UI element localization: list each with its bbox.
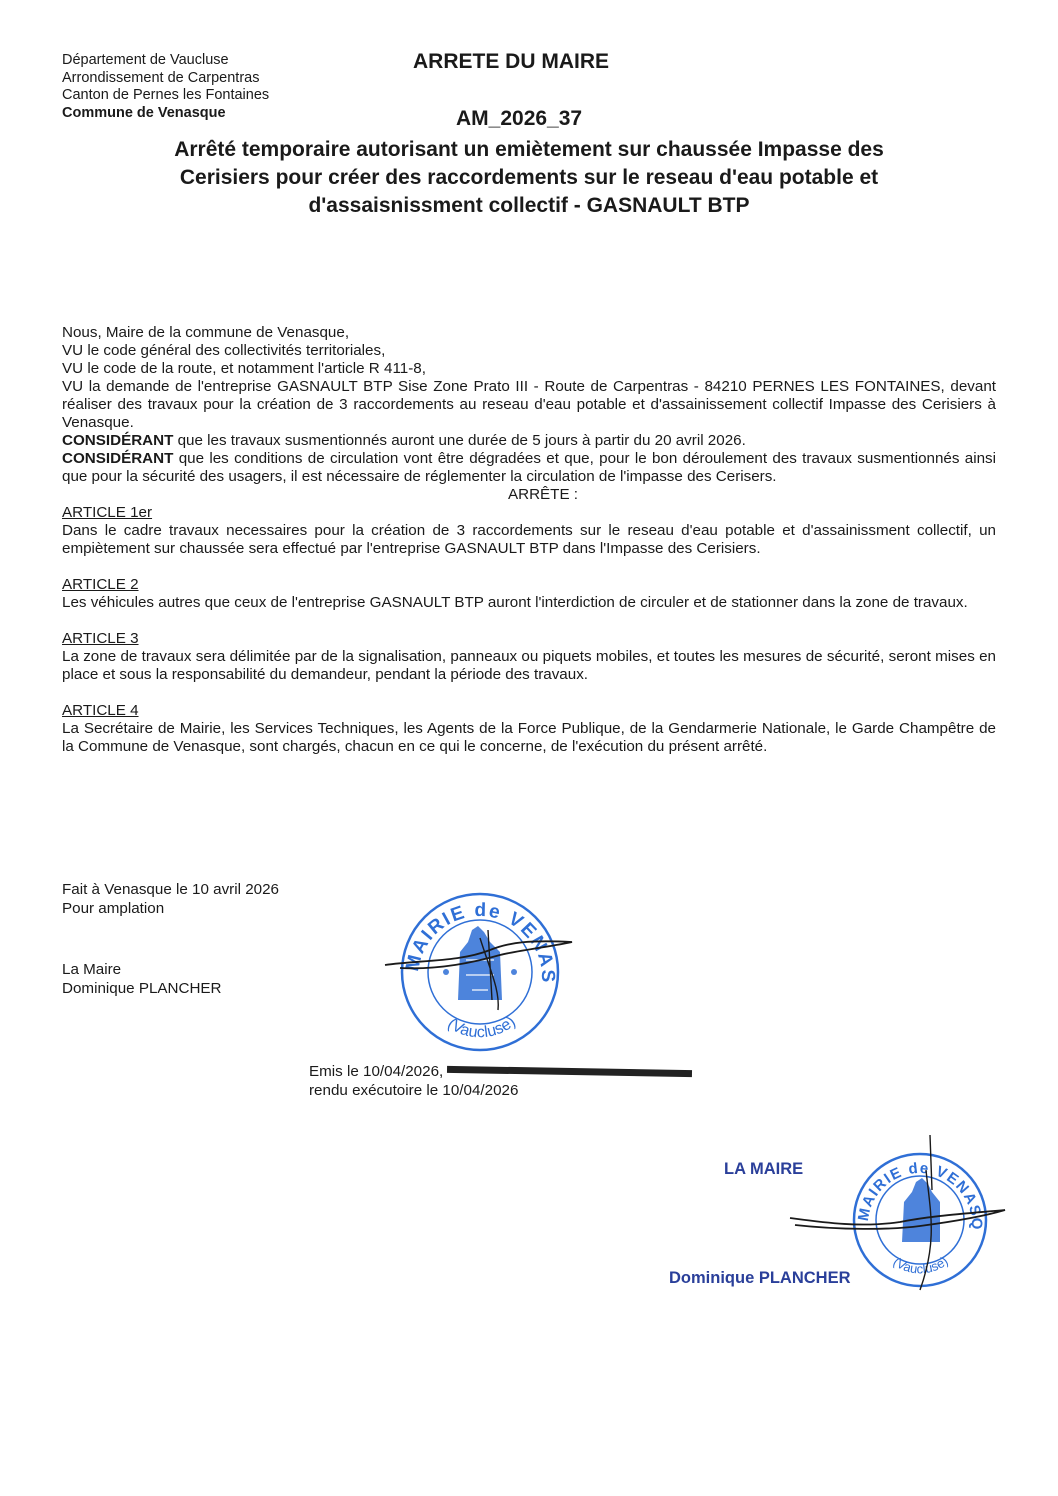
- document-title: ARRETE DU MAIRE: [413, 50, 610, 73]
- svg-text:(Vaucluse): [444, 1013, 519, 1041]
- decree-subject: [95, 136, 963, 220]
- svg-text:(Vaucluse): [890, 1253, 950, 1276]
- considerant-paragraph: [62, 432, 996, 450]
- canton-line: Canton de Pernes les Fontaines: [62, 87, 270, 103]
- article-title: ARTICLE 3: [62, 630, 139, 647]
- mayor-signature-text: [62, 960, 222, 998]
- dept-line: Département de Vaucluse: [62, 52, 229, 68]
- decree-reference: AM_2026_37: [456, 107, 583, 130]
- article-title: ARTICLE 1er: [62, 504, 153, 521]
- article-text: Dans le cadre travaux necessaires pour la création de 3 raccordements sur le reseau d'eau potable et d'assainissment collectif, un empiètement sur chaussée sera effectué par l'entreprise GASNAULT BTP dans l'Impasse des Cerisiers.: [62, 522, 996, 557]
- subject-line: Cerisiers pour créer des raccordements sur le reseau d'eau potable et: [179, 166, 879, 189]
- emis-line: [309, 1062, 692, 1081]
- mairie-stamp: [380, 890, 580, 1065]
- vu-line: VU le code général des collectivités territoriales,: [62, 342, 386, 359]
- considerant-paragraph: [62, 450, 996, 486]
- article-title: ARTICLE 2: [62, 576, 139, 593]
- stamp-bottom-text: (Vaucluse): [890, 1253, 951, 1277]
- emis-text: Emis le 10/04/2026,: [309, 1063, 444, 1080]
- arrete-heading: ARRÊTE :: [507, 486, 579, 503]
- stamp-top-text: MAIRIE de VENAS: [402, 899, 559, 985]
- considerant-label: CONSIDÉRANT: [62, 432, 174, 449]
- ampliation-line: Pour amplation: [62, 900, 165, 917]
- signing-place-date: [62, 880, 279, 918]
- intro-line: Nous, Maire de la commune de Venasque,: [62, 324, 350, 341]
- mayor-title: La Maire: [62, 961, 122, 978]
- signature-title: LA MAIRE: [724, 1160, 804, 1178]
- decree-body: [62, 324, 996, 756]
- subject-line: d'assaisnissment collectif - GASNAULT BTP: [308, 194, 750, 217]
- stamp-top-text: MAIRIE de VENASQ: [854, 1159, 986, 1232]
- article-text: La zone de travaux sera délimitée par de la signalisation, panneaux ou piquets mobiles, et toutes les mesures de sécurité, seront mises en place et sous la responsabilité du demandeur, pendant la période des travaux.: [62, 648, 996, 683]
- stamp-bottom-text: (Vaucluse): [444, 1013, 519, 1042]
- subject-line: Arrêté temporaire autorisant un emiètement sur chaussée Impasse des: [174, 138, 884, 161]
- vu-line: VU le code de la route, et notamment l'article R 411-8,: [62, 360, 426, 377]
- mayor-name: Dominique PLANCHER: [62, 980, 222, 997]
- svg-text:MAIRIE de VENASQUE: [780, 1130, 985, 1231]
- considerant-text: que les conditions de circulation vont être dégradées et que, pour le bon déroulement des travaux susmentionnés ainsi que pour la sécurité des usagers, il est nécessaire de réglementer la circulation de l'impasse des Cerisers.: [62, 450, 996, 485]
- vu-line: VU la demande de l'entreprise GASNAULT BTP Sise Zone Prato III - Route de Carpentras - 84210 PERNES LES FONTAINES, devant réaliser des travaux pour la création de 3 raccordements au reseau d'eau potable et d'assainissement collectif Impasse des Cerisiers à Venasque.: [62, 378, 996, 431]
- executoire-line: rendu exécutoire le 10/04/2026: [309, 1082, 519, 1099]
- signature-name: Dominique PLANCHER: [669, 1269, 851, 1287]
- stamp-seal-icon: [380, 890, 580, 1060]
- redaction-bar: [447, 1066, 692, 1077]
- arrondissement-line: Arrondissement de Carpentras: [62, 69, 260, 86]
- considerant-label: CONSIDÉRANT: [62, 450, 174, 467]
- article-title: ARTICLE 4: [62, 702, 139, 719]
- considerant-text: que les travaux susmentionnés auront une durée de 5 jours à partir du 20 avril 2026.: [173, 432, 746, 449]
- article-text: La Secrétaire de Mairie, les Services Techniques, les Agents de la Force Publique, de la Gendarmerie Nationale, le Garde Champêtre de la Commune de Venasque, sont chargés, chacun en ce qui le concerne, de l'exécution du présent arrêté.: [62, 720, 996, 755]
- department-block: [62, 52, 269, 122]
- fait-line: Fait à Venasque le 10 avril 2026: [62, 881, 279, 898]
- article-text: Les véhicules autres que ceux de l'entreprise GASNAULT BTP auront l'interdiction de circuler et de stationner dans la zone de travaux.: [62, 594, 968, 611]
- commune-line: Commune de Venasque: [62, 104, 226, 121]
- emission-block: [309, 1062, 692, 1100]
